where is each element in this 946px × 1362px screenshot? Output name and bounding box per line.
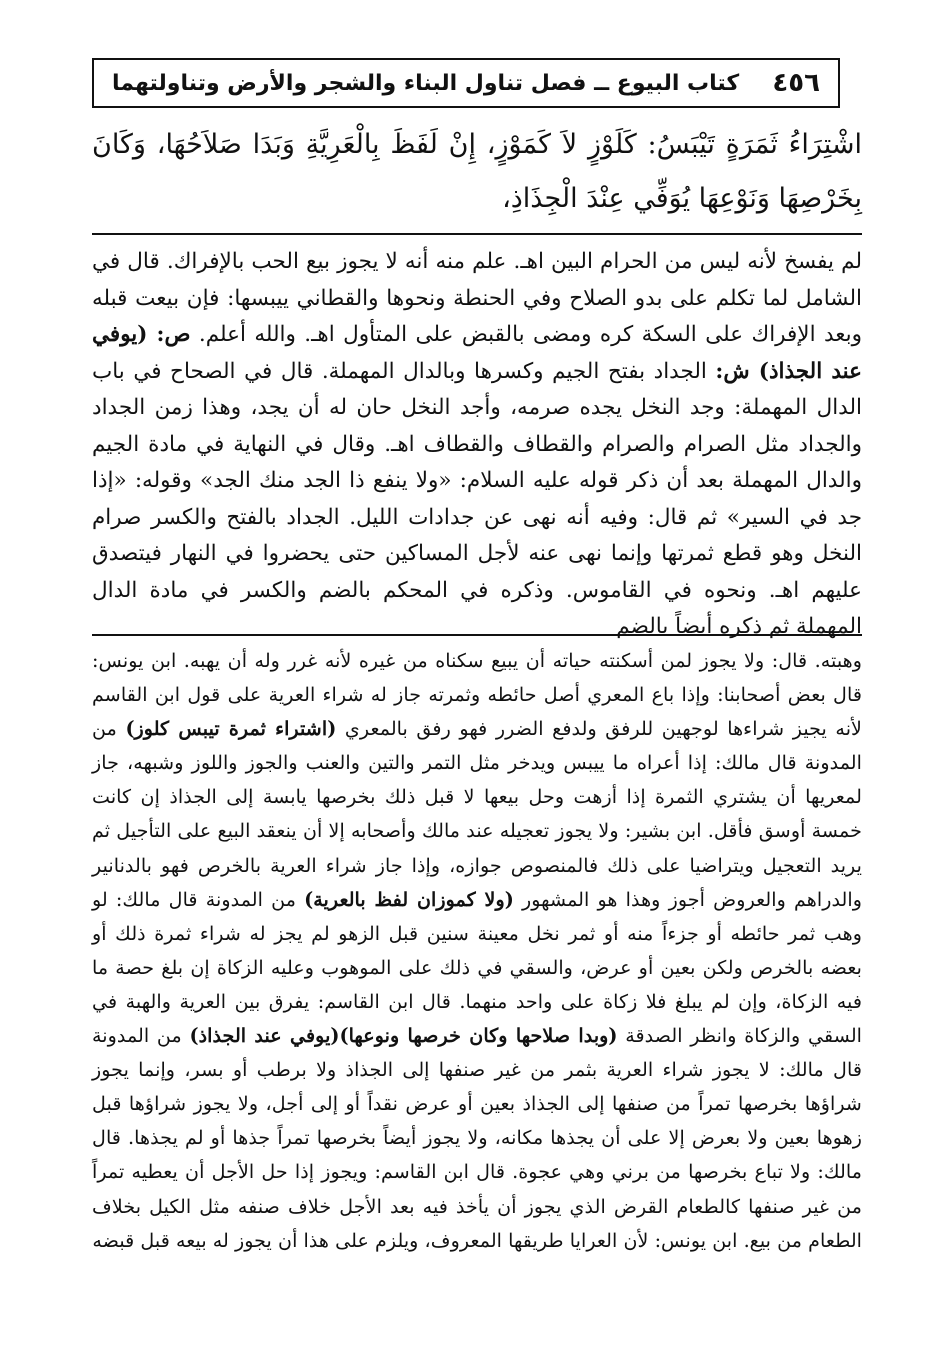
footnote-lemma: (وبدا صلاحها وكان خرصها ونوعها)(يوفي عند الجذاذ) xyxy=(189,1024,618,1048)
footnote-text: من المدونة قال مالك: لا يجوز شراء العرية بثمر من غير صنفها إلى الجذاذ ولا برطب أو بسر، وإنما يجوز شراؤها بخرصها تمراً من صنفها إلى الجذاذ بعين أو عرض نقداً أو إلى أجل، ولا يجوز شراؤها قبل زهوها بعين ولا بعرض إلا على أن يجذها مكانه، ولا يجوز أيضاً بخرصها تمراً جذها أو لم يجذها. قال مالك: ولا تباع بخرصها من برني وهي عجوة. قال ابن القاسم: ويجوز إذا حل الأجل أن يعطيه تمراً من غير صنفها كالطعام القرض الذي يجوز أن يأخذ فيه بعد الأجل خلاف صنفه مثل الكيل بخلاف الطعام من بيع. ابن يونس: لأن العرايا طريقها المعروف، ويلزم على هذا أن يجوز له بيعه قبل قبضه xyxy=(92,1024,862,1252)
commentary-text: لم يفسخ لأنه ليس من الحرام البين اهـ. علم منه أنه لا يجوز بيع الحب بالإفراك. قال في الشامل لما تكلم على بدو الصلاح وفي الحنطة ونحوها والقطاني ييبسها: فإن بيعت قبله وبعد الإفراك على السكة كره ومضى بالقبض على المتأول اهـ. والله أعلم. xyxy=(92,249,862,347)
divider-rule xyxy=(92,233,862,235)
page-number: ٤٥٦ xyxy=(772,68,820,98)
commentary-paragraph xyxy=(92,244,862,646)
footnote-text: وهبته. قال: ولا يجوز لمن أسكنته حياته أن يبيع سكناه من غيره لأنه غرر وله أن يهبه. ابن يونس: قال بعض أصحابنا: وإذا باع المعري أصل حائطه وثمرته جاز له شراء العرية على قول ابن القاسم لأنه يجيز شراءها لوجهين للرفق ولدفع الضرر فهو رفق بالمعري xyxy=(92,649,863,741)
running-title: كتاب البيوع ــ فصل تناول البناء والشجر والأرض وتناولتهما xyxy=(112,70,740,96)
footnote-paragraph xyxy=(92,644,862,1258)
footnote-section xyxy=(92,644,862,1258)
commentary-section xyxy=(92,244,862,646)
page-header xyxy=(92,58,840,108)
matn-text: اشْتِرَاءُ ثَمَرَةٍ تَيْبَسُ: كَلَوْزٍ لاَ كَمَوْزٍ، إِنْ لَفَظَ بِالْعَرِيَّةِ وَبَدَا صَلاَحُهَا، وَكَانَ بِخَرْصِهَا وَنَوْعِهَا يُوَفِّي عِنْدَ الْجِذَاذِ، xyxy=(92,129,862,214)
footnote-text: من المدونة قال مالك: لو وهب ثمر حائطه أو جزءاً منه أو ثمر نخل معينة سنين قبل الزهو لم يجز له شراء ثمرة ذلك أو بعضه بالخرص ولكن بعين أو عرض، والسقي في ذلك على الموهوب وعليه الزكاة إن بلغ حصة ما فيه الزكاة، وإن لم يبلغ فلا زكاة على واحد منهما. قال ابن القاسم: يفرق بين العرية والهبة في السقي والزكاة وانظر الصدقة xyxy=(92,887,862,1048)
commentary-text: الجداد بفتح الجيم وكسرها وبالدال المهملة. قال في الصحاح في باب الدال المهملة: وجد النخل يجده صرمه، وأجد النخل حان له أن يجد، وهذا زمن الجداد والجداد مثل الصرام والصرام والقطاف والقطاف اهـ. وقال في النهاية في مادة الجيم والدال المهملة بعد أن ذكر قوله عليه السلام: «ولا ينفع ذا الجد منك الجد» وقوله: «إذا جد في السير» ثم قال: وفيه أنه نهى عن جدادات الليل. الجداد بالفتح والكسر صرام النخل وهو قطع ثمرتها وإنما نهى عنه لأجل المساكين حتى يحضروا في النهار فيتصدق عليهم اهـ. ونحوه في القاموس. وذكره في المحكم بالضم والكسر في مادة الدال المهملة ثم ذكره أيضاً بالضم xyxy=(92,358,862,639)
footnote-divider xyxy=(92,634,862,636)
footnote-lemma: (ولا كموزان لفظ بالعرية) xyxy=(304,887,514,911)
footnote-text: من المدونة قال مالك: إذا أعراه ما ييبس ويدخر مثل التمر والتين والعنب والجوز واللوز وشبهه، جاز لمعريها أن يشتري الثمرة إذا أزهت وحل بيعها لا قبل ذلك بخرصها يابسة إلى الجذاذ إن كانت خمسة أوسق فأقل. ابن بشير: ولا يجوز تعجيله عند مالك وأصحابه إلا أن ينعقد البيع على التأجيل ثم يريد التعجيل ويتراضيا على ذلك فالمنصوص جوازه، وإذا جاز شراء العرية بالخرص فهو بالدنانير والدراهم والعروض أجوز وهذا هو المشهور xyxy=(92,717,862,911)
footnote-lemma: (اشتراء ثمرة تيبس كلوز) xyxy=(125,717,337,741)
commentary-lemma: ص: (يوفي عند الجذاذ) ش: xyxy=(92,322,862,384)
